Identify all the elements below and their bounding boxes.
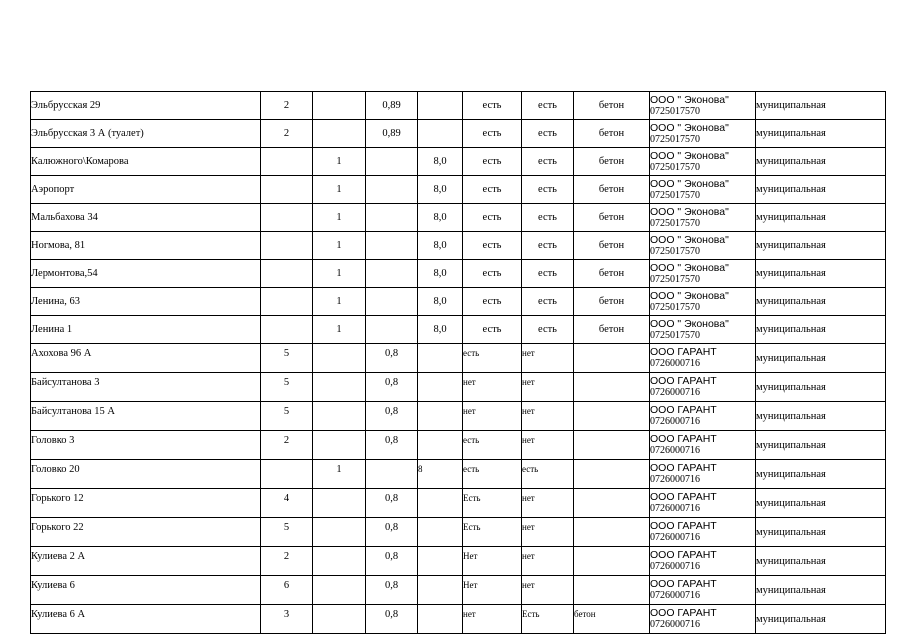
table-row [31,316,886,344]
flag-cell: есть [522,460,574,489]
operator-name: ООО ГАРАНТ [650,346,717,358]
volume-cell: 0,8 [366,576,418,605]
operator-inn: 0725017570 [650,105,700,117]
count-cell [261,176,313,204]
operator-name: ООО " Эконова" [650,149,729,162]
table-row [31,260,886,288]
operator-name: ООО " Эконова" [650,93,729,106]
table-row [31,232,886,260]
count-cell: 5 [261,344,313,373]
flag-cell: Есть [463,518,522,547]
flag-cell: есть [463,176,522,204]
operator-inn: 0725017570 [650,189,700,201]
operator-cell [650,489,756,518]
ownership-cell: муниципальная [756,402,886,431]
surface-cell: бетон [574,605,650,634]
count-cell [313,518,366,547]
surface-cell: бетон [574,204,650,232]
flag-cell: есть [463,460,522,489]
flag-cell: есть [522,176,574,204]
operator-cell [650,288,756,316]
surface-cell: бетон [574,148,650,176]
operator-cell [650,316,756,344]
table-row [31,92,886,120]
ownership-cell: муниципальная [756,204,886,232]
operator-inn: 0726000716 [650,358,700,369]
address-cell: Горького 12 [31,489,261,518]
flag-cell: есть [522,316,574,344]
volume-cell [366,148,418,176]
surface-cell [574,402,650,431]
operator-name: ООО ГАРАНТ [650,549,717,561]
count-cell [261,260,313,288]
flag-cell: Нет [463,547,522,576]
operator-inn: 0725017570 [650,245,700,257]
count-cell [313,605,366,634]
operator-cell [650,431,756,460]
count-cell [261,232,313,260]
operator-name: ООО ГАРАНТ [650,491,717,503]
flag-cell: есть [463,431,522,460]
flag-cell: нет [463,605,522,634]
flag-cell: есть [463,204,522,232]
flag-cell: нет [463,373,522,402]
surface-cell: бетон [574,176,650,204]
flag-cell: есть [463,344,522,373]
surface-cell [574,576,650,605]
count-cell: 1 [313,288,366,316]
surface-cell [574,373,650,402]
ownership-cell: муниципальная [756,518,886,547]
operator-inn: 0725017570 [650,273,700,285]
address-cell: Головко 20 [31,460,261,489]
ownership-cell: муниципальная [756,489,886,518]
count-cell: 3 [261,605,313,634]
operator-cell [650,402,756,431]
flag-cell: нет [522,547,574,576]
ownership-cell: муниципальная [756,176,886,204]
volume-cell [418,120,463,148]
operator-cell [650,232,756,260]
surface-cell [574,344,650,373]
operator-cell [650,120,756,148]
flag-cell: есть [522,92,574,120]
operator-name: ООО ГАРАНТ [650,607,717,619]
count-cell: 5 [261,402,313,431]
flag-cell: есть [463,288,522,316]
volume-cell [418,373,463,402]
flag-cell: есть [522,260,574,288]
count-cell [261,316,313,344]
address-cell: Эльбрусская 3 А (туалет) [31,120,261,148]
operator-cell [650,373,756,402]
flag-cell: есть [463,232,522,260]
count-cell [261,460,313,489]
address-cell: Ленина, 63 [31,288,261,316]
flag-cell: есть [463,148,522,176]
operator-inn: 0726000716 [650,590,700,601]
volume-cell [366,232,418,260]
operator-cell [650,460,756,489]
volume-cell: 0,8 [366,402,418,431]
operator-name: ООО ГАРАНТ [650,462,717,474]
count-cell [313,547,366,576]
ownership-cell: муниципальная [756,547,886,576]
ownership-cell: муниципальная [756,431,886,460]
volume-cell: 8,0 [418,288,463,316]
volume-cell [366,316,418,344]
count-cell: 2 [261,431,313,460]
flag-cell: Нет [463,576,522,605]
count-cell [313,373,366,402]
ownership-cell: муниципальная [756,316,886,344]
volume-cell: 0,8 [366,431,418,460]
volume-cell [418,605,463,634]
ownership-cell: муниципальная [756,120,886,148]
ownership-cell: муниципальная [756,260,886,288]
table-row [31,373,886,402]
operator-name: ООО " Эконова" [650,289,729,302]
operator-inn: 0725017570 [650,301,700,313]
table-row [31,547,886,576]
table-row [31,344,886,373]
table-row [31,518,886,547]
flag-cell: нет [522,344,574,373]
volume-cell [366,288,418,316]
operator-name: ООО " Эконова" [650,177,729,190]
flag-cell: нет [522,431,574,460]
operator-name: ООО ГАРАНТ [650,578,717,590]
count-cell: 1 [313,232,366,260]
operator-name: ООО " Эконова" [650,233,729,246]
ownership-cell: муниципальная [756,148,886,176]
surface-cell: бетон [574,316,650,344]
ownership-cell: муниципальная [756,344,886,373]
volume-cell: 8,0 [418,176,463,204]
count-cell [313,344,366,373]
volume-cell [418,92,463,120]
operator-name: ООО " Эконова" [650,317,729,330]
address-cell: Мальбахова 34 [31,204,261,232]
flag-cell: есть [522,288,574,316]
volume-cell: 0,8 [366,605,418,634]
surface-cell [574,460,650,489]
operator-inn: 0726000716 [650,561,700,572]
count-cell [313,489,366,518]
flag-cell: есть [522,232,574,260]
operator-cell [650,92,756,120]
volume-cell: 8,0 [418,232,463,260]
volume-cell: 0,8 [366,489,418,518]
count-cell [313,120,366,148]
operator-name: ООО ГАРАНТ [650,520,717,532]
operator-inn: 0726000716 [650,387,700,398]
count-cell: 1 [313,460,366,489]
volume-cell: 0,8 [366,344,418,373]
count-cell [313,402,366,431]
table-row [31,576,886,605]
volume-cell [418,489,463,518]
table-row [31,489,886,518]
flag-cell: есть [463,316,522,344]
count-cell [313,576,366,605]
table-body [31,92,886,634]
operator-inn: 0726000716 [650,503,700,514]
operator-inn: 0726000716 [650,445,700,456]
volume-cell [418,518,463,547]
operator-inn: 0726000716 [650,619,700,630]
table-row [31,204,886,232]
flag-cell: нет [522,518,574,547]
table-row [31,460,886,489]
count-cell: 1 [313,148,366,176]
operator-cell [650,344,756,373]
table-row [31,431,886,460]
volume-cell: 0,8 [366,373,418,402]
surface-cell [574,431,650,460]
operator-cell [650,576,756,605]
count-cell: 1 [313,204,366,232]
count-cell: 1 [313,316,366,344]
surface-cell [574,489,650,518]
volume-cell: 0,8 [366,547,418,576]
flag-cell: есть [463,260,522,288]
volume-cell [366,204,418,232]
volume-cell [366,176,418,204]
table-row [31,605,886,634]
operator-cell [650,148,756,176]
surface-cell [574,518,650,547]
flag-cell: нет [522,402,574,431]
count-cell [313,92,366,120]
address-cell: Кулиева 6 А [31,605,261,634]
volume-cell: 8,0 [418,316,463,344]
flag-cell: Есть [463,489,522,518]
surface-cell: бетон [574,288,650,316]
table-row [31,176,886,204]
surface-cell: бетон [574,260,650,288]
address-cell: Головко 3 [31,431,261,460]
address-cell: Кулиева 2 А [31,547,261,576]
operator-cell [650,204,756,232]
volume-cell: 8,0 [418,260,463,288]
operator-name: ООО ГАРАНТ [650,375,717,387]
flag-cell: есть [463,120,522,148]
operator-name: ООО " Эконова" [650,205,729,218]
volume-cell [418,402,463,431]
address-cell: Ахохова 96 А [31,344,261,373]
count-cell [261,288,313,316]
volume-cell: 0,89 [366,120,418,148]
ownership-cell: муниципальная [756,373,886,402]
ownership-cell: муниципальная [756,460,886,489]
address-cell: Калюжного\Комарова [31,148,261,176]
operator-cell [650,547,756,576]
count-cell: 2 [261,547,313,576]
operator-name: ООО ГАРАНТ [650,433,717,445]
volume-cell [418,344,463,373]
surface-cell: бетон [574,120,650,148]
count-cell: 2 [261,92,313,120]
address-cell: Горького 22 [31,518,261,547]
surface-cell: бетон [574,232,650,260]
count-cell: 5 [261,518,313,547]
address-cell: Байсултанова 15 А [31,402,261,431]
count-cell: 1 [313,260,366,288]
ownership-cell: муниципальная [756,605,886,634]
ownership-cell: муниципальная [756,232,886,260]
table-row [31,148,886,176]
operator-inn: 0725017570 [650,161,700,173]
sites-table [30,91,886,634]
address-cell: Кулиева 6 [31,576,261,605]
ownership-cell: муниципальная [756,288,886,316]
volume-cell [366,260,418,288]
count-cell: 2 [261,120,313,148]
address-cell: Ленина 1 [31,316,261,344]
flag-cell: Есть [522,605,574,634]
volume-cell [418,431,463,460]
ownership-cell: муниципальная [756,576,886,605]
count-cell [313,431,366,460]
address-cell: Байсултанова 3 [31,373,261,402]
volume-cell: 8 [418,460,463,489]
flag-cell: есть [463,92,522,120]
ownership-cell: муниципальная [756,92,886,120]
operator-inn: 0725017570 [650,329,700,341]
operator-inn: 0725017570 [650,133,700,145]
operator-inn: 0726000716 [650,416,700,427]
count-cell: 1 [313,176,366,204]
operator-name: ООО " Эконова" [650,261,729,274]
count-cell [261,204,313,232]
volume-cell: 8,0 [418,204,463,232]
volume-cell [366,460,418,489]
flag-cell: есть [522,148,574,176]
volume-cell: 8,0 [418,148,463,176]
count-cell [261,148,313,176]
operator-inn: 0726000716 [650,532,700,543]
table-row [31,120,886,148]
address-cell: Ногмова, 81 [31,232,261,260]
count-cell: 4 [261,489,313,518]
operator-name: ООО ГАРАНТ [650,404,717,416]
table-row [31,402,886,431]
surface-cell [574,547,650,576]
operator-cell [650,518,756,547]
volume-cell: 0,8 [366,518,418,547]
flag-cell: есть [522,204,574,232]
operator-name: ООО " Эконова" [650,121,729,134]
address-cell: Эльбрусская 29 [31,92,261,120]
surface-cell: бетон [574,92,650,120]
operator-cell [650,260,756,288]
address-cell: Аэропорт [31,176,261,204]
flag-cell: нет [522,373,574,402]
count-cell: 6 [261,576,313,605]
volume-cell [418,547,463,576]
operator-inn: 0725017570 [650,217,700,229]
operator-inn: 0726000716 [650,474,700,485]
table-row [31,288,886,316]
flag-cell: нет [522,489,574,518]
operator-cell [650,176,756,204]
flag-cell: есть [522,120,574,148]
volume-cell: 0,89 [366,92,418,120]
count-cell: 5 [261,373,313,402]
operator-cell [650,605,756,634]
volume-cell [418,576,463,605]
flag-cell: нет [522,576,574,605]
address-cell: Лермонтова,54 [31,260,261,288]
flag-cell: нет [463,402,522,431]
